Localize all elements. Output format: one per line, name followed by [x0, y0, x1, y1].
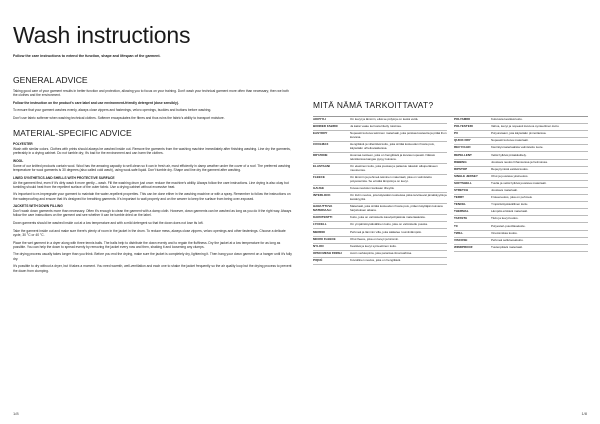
glossary-term: RECYCLED — [454, 145, 471, 150]
glossary-entry — [313, 124, 447, 131]
glossary-definition: Repeytymistä estävä kudos. — [491, 166, 529, 171]
glossary-entry — [454, 160, 588, 167]
glossary-term: STRETCH — [454, 188, 469, 193]
glossary-definition: Joustava materiaali. — [491, 188, 518, 193]
glossary-entry — [454, 195, 588, 202]
material-section-text: The drying process usually takes longer than you think. Before you end the drying, make sure the jacket is completely dry, lightening it. Then hang your down garment on a hanger until it's fully dry. — [13, 252, 292, 261]
page-title: Wash instructions — [13, 22, 191, 48]
general-paragraph: Don't use fabric softener when washing technical clothes. Softener encapsulates the fibres and thus ruins the fabric's ability to transport moisture. — [13, 116, 225, 121]
glossary-definition: Materiaali, joka siirtää kosteuden ihosta pois, pitäen käyttäjän kuivana harjoituksen aikana. — [350, 204, 443, 213]
glossary-entry — [313, 175, 447, 186]
glossary-definition: Hengittävä ja viilentävä kuitu, joka siirtää kosteuden ihosta pois, käytetään urheiluvaatteissa. — [350, 142, 435, 151]
glossary-term: RIPSTOP — [454, 166, 468, 171]
glossary-term: INTERLOCK — [313, 193, 331, 198]
glossary-definition: On kevyt ja lämmin, eikä se pölyä ja on kestä vettä. — [350, 117, 419, 122]
material-section-text: Wash with similar colors. Clothes with prints should always be washed inside out. Remove the garments from the washing machine immediately after finishing washing. Line dry the garments, preferably in a drying cabinet. Do not tumble dry; it's bad for the environment and can harm the clothes. — [13, 147, 291, 156]
glossary-entry — [454, 124, 588, 131]
glossary-entry — [313, 131, 447, 142]
glossary-entry — [313, 186, 447, 193]
glossary-term: VISCOSE — [454, 237, 468, 242]
glossary-definition: On elastinen kuitu, joka joustaa ja palautuu takaisin alkuperäiseen muotoonsa. — [350, 164, 438, 173]
glossary-entry — [313, 153, 447, 164]
glossary-term: POLYESTERI — [454, 124, 473, 129]
glossary-entry — [454, 209, 588, 216]
general-paragraph: To ensure that your garment washes evenly, always close zippers and fastenings, velcro openings, buckles and buttons before washing. — [13, 108, 212, 113]
glossary-entry — [454, 174, 588, 181]
glossary-definition: Kierrätysmateriaalista valmistettu tuote. — [491, 145, 544, 150]
glossary-definition: Pehmeä ja lämmin villa, joka säätelee ruumiinlämpöä. — [350, 229, 422, 234]
glossary-term: OPEN MESH FINISH — [313, 250, 342, 255]
material-section-title: JACKETS WITH DOWN FILLING — [13, 204, 63, 209]
glossary-definition: Vettä hylkivä pintakäsittely. — [491, 152, 527, 157]
glossary-definition: Avoin verkkopinta, joka parantaa ilmanvaihtoa. — [350, 250, 412, 255]
glossary-term: KAROTENTTI — [313, 215, 333, 220]
general-advice-section — [13, 89, 293, 120]
general-paragraph: Follow the instruction on the product's care label and use environment-friendly detergent (dose sensibly). — [13, 100, 179, 105]
glossary-entry — [454, 152, 588, 159]
glossary-definition: Ohut fleece, joka on kevyt ja lämmin. — [350, 236, 400, 241]
glossary-entry — [454, 181, 588, 188]
glossary-definition: Tiivis ja kevyt kudos. — [491, 216, 519, 221]
general-paragraph: Taking good care of your garment results in better function and protection, allowing you to focus on your training. Don't wash your technical garment more often than necessary; then we both the clothes and the environment. — [13, 89, 289, 98]
glossary-term: AKRYYLI — [313, 117, 327, 122]
material-section-text: It's possible to dry without a dryer, but it takes a moment. You need warmth, well-ventilation and each one to shake the jacket frequently so the air quality loop but the drying process to prevent the down from clumping. — [13, 264, 292, 273]
glossary-term: SINGLE JERSEY — [454, 173, 478, 178]
glossary-definition: Kulutusta kestävä kuitu. — [491, 117, 523, 122]
glossary-term: TWILL — [454, 230, 464, 235]
glossary-term: PIQUÉ — [313, 257, 323, 262]
glossary-entry — [454, 238, 588, 245]
glossary-entry — [313, 204, 447, 215]
glossary-term: GAUGE — [313, 186, 325, 191]
glossary-entry — [454, 245, 588, 252]
material-section-text: Down garments should be washed inside out at a low temperature and with a mild detergent so that the down does not lose its loft. — [13, 221, 204, 226]
glossary-entry — [454, 138, 588, 145]
glossary-column-1 — [313, 117, 447, 265]
material-section-title: POLYESTER — [13, 142, 33, 147]
glossary-term: MERINO — [313, 229, 325, 234]
glossary-term: BONDED FABRIC — [313, 124, 339, 129]
glossary-term: QUICK DRY — [454, 138, 471, 143]
glossary-entry — [454, 131, 588, 138]
glossary-entry — [313, 142, 447, 153]
material-section-text: Take the garment inside out and make sure there's plenty of room in the jacket in the drum. To reduce mess, always close zippers, velcro openings and other fastenings. Choose a delicate cycle, 30 °C or 40 °C. — [13, 228, 286, 237]
page-number-left: 1/8 — [13, 411, 19, 416]
material-section-text: Don't wash down garments more than necessary. Often it's enough to clean the garment with a damp cloth. However, down garments can be washed as long as you do it the right way. Always follow the care instructions on the garment and see whether it can be tumble dried on the label. — [13, 209, 292, 218]
glossary-column-2 — [454, 117, 588, 265]
glossary-entry — [313, 164, 447, 175]
glossary-entry — [313, 251, 447, 258]
glossary-definition: Tuulta ja vettä hylkivä joustava materiaali. — [491, 180, 547, 185]
glossary-definition: Nopeasti kuivuva tekninen materiaali, joka poistaa kosteutta ja pitää ihon kuivana. — [350, 131, 447, 140]
glossary-entry — [454, 223, 588, 230]
glossary-entry — [313, 117, 447, 124]
glossary-definition: Lämpöä eristävä materiaali. — [491, 209, 528, 214]
glossary-term: TC — [454, 223, 458, 228]
glossary-definition: Vahva, kevyt ja nopeasti kuivuva synteettinen kuitu. — [491, 124, 560, 129]
left-page — [13, 22, 293, 276]
glossary-term: WINDPROOF — [454, 244, 473, 249]
glossary-entry — [313, 229, 447, 236]
glossary-term: EASYDRY — [313, 131, 328, 136]
material-section-text: Place the wet garment in a dryer along with three tennis balls. The balls help to distribute the down evenly and to regain the fluffiness. Dry the jacket at a low temperature for as long as possible. You can help the down to spread evenly by removing the jacket every now and then, shaking it and loosening any clumps. — [13, 240, 281, 249]
glossary-term: TAFFETA — [454, 216, 468, 221]
material-advice-section — [13, 142, 293, 273]
glossary-term: FLEECE — [313, 175, 325, 180]
material-section-title: LINED SYNTHETICS AND SHELLS WITH PROTECTIVE SURFACE — [13, 175, 115, 180]
glossary-definition: Huomaa tuotteen, joka on hengittävä ja kuivaa nopeasti. Näissä tekniikoissa kangas pysyy kuivana. — [350, 153, 435, 162]
glossary-definition: On ympäristöystävällinen kuitu, joka on valmistettu puusta. — [350, 222, 428, 227]
glossary-definition: On tiiviin neulos, jota käytetään tuotteissa jotka tarvitsevat jämäkkyyttä ja kestävyyttä. — [350, 193, 447, 202]
glossary-definition: On lämmin ja pehmeä tekninen materiaali, joka on valmistettu polyesterista. Se eristää lämpöä ja on kevyt. — [350, 175, 432, 184]
glossary-definition: Joustava neulos hihansuissa ja helmoissa. — [491, 159, 548, 164]
glossary-definition: Kuitu, joka on valmistettu kasvipohjaisista materiaaleista. — [350, 215, 426, 220]
glossary-term: RIBBING — [454, 159, 467, 164]
glossary-definition: Ohut ja joustava yksineulos. — [491, 173, 529, 178]
glossary-entry — [313, 244, 447, 251]
glossary-definition: Pehmeä selluloosakuitu. — [491, 237, 524, 242]
general-advice-heading: GENERAL ADVICE — [13, 75, 88, 85]
glossary-entry — [313, 237, 447, 244]
glossary-entry — [454, 202, 588, 209]
glossary-entry — [313, 258, 447, 265]
material-section-title: WOOL — [13, 159, 24, 164]
glossary-term: MICRO FLEECE — [313, 236, 336, 241]
glossary-term: SOFTSHELL — [454, 180, 472, 185]
glossary-definition: Polyuretaani, jota käytetään pinnoitteissa. — [491, 131, 547, 136]
glossary-entry — [313, 222, 447, 229]
glossary-definition: Ympäristöystävällinen kuitu. — [491, 202, 529, 207]
glossary-term: POLYAMIDI — [454, 117, 471, 122]
glossary-entry — [454, 167, 588, 174]
glossary-heading: MITÄ NÄMÄ TARKOITTAVAT? — [313, 100, 434, 110]
glossary-entry — [454, 145, 588, 152]
glossary-term: DRYZONE — [313, 153, 328, 158]
glossary-definition: Polyesteri-puuvillasekoite. — [491, 223, 526, 228]
glossary-definition: Kuvaa neulotun kankaan tiheyttä. — [350, 186, 395, 191]
glossary-term: PU — [454, 131, 459, 136]
material-section-text: Some of our knitted products contain wool. Wool has the amazing capacity to self-clean so it can in fresh air, most efficiently in damp weather under the cover of a roof. The preferred washing temperature for wool garments is 30 degrees (also called cold wash), using wool-safe liquid. Don't tumble dry. Shape and line dry the garment after washing. — [13, 163, 291, 173]
glossary-entry — [313, 193, 447, 204]
glossary-entry — [313, 215, 447, 222]
glossary-definition: Kuviollinen neulos, joka on hengittävä. — [350, 257, 402, 262]
glossary-term: REPELLENT — [454, 152, 472, 157]
glossary-definition: Nopeasti kuivuva materiaali. — [491, 138, 529, 143]
glossary-definition: Kestävä ja kevyt synteettinen kuitu. — [350, 243, 397, 248]
glossary-term: TERRY — [454, 195, 465, 200]
glossary-term: COOLMAX — [313, 142, 329, 147]
right-page — [313, 100, 588, 265]
material-advice-heading: MATERIAL-SPECIFIC ADVICE — [13, 128, 132, 139]
glossary-definition: Tuulenpitävä materiaali. — [491, 244, 523, 249]
glossary-term: TENCEL — [454, 202, 466, 207]
material-section-text: It's important to re-impregnate your garment to maintain the water-repellent properties. This can be done either in the washing machine or with a spray. Remember to follow the instructions on the waterproofing and ensure that it's designed for breathing garments. It's important to wait properly and on the wearer to keep the surface from being over-exposed. — [13, 192, 291, 201]
glossary-entry — [454, 216, 588, 223]
glossary-term: ELASTAANI — [313, 164, 330, 169]
glossary-term: THERMAL — [454, 209, 469, 214]
glossary-term: NYLON — [313, 243, 324, 248]
glossary-entry — [454, 188, 588, 195]
page-subtitle: Follow the care instructions to extend the function, shape and lifespan of the garment. — [13, 54, 161, 58]
glossary-term: HAIHUTTUVA MATERIAALI — [313, 204, 333, 213]
glossary-entry — [454, 231, 588, 238]
glossary-entry — [454, 117, 588, 124]
glossary-definition: Froteeneulos, joka on pehmeä. — [491, 195, 533, 200]
page-number-right: 1/8 — [581, 411, 587, 416]
material-section-text: Air the garment first, even if it's dirty wash it more gently – wash. Fill the washing drum just once: reduce the machine's ability. Always follow the care instructions. Line drying is also okay but tumbling should heat from the repellent surface of the outer fabric. Use a drying cabinet without excessive heat. — [13, 180, 289, 189]
glossary-definition: Vinotoimikas kudos. — [491, 230, 518, 235]
glossary-definition: Ja kaksi vaate kerrosta liitetty toisiinsa. — [350, 124, 402, 129]
glossary — [313, 116, 588, 265]
glossary-term: LYOCELL — [313, 222, 327, 227]
